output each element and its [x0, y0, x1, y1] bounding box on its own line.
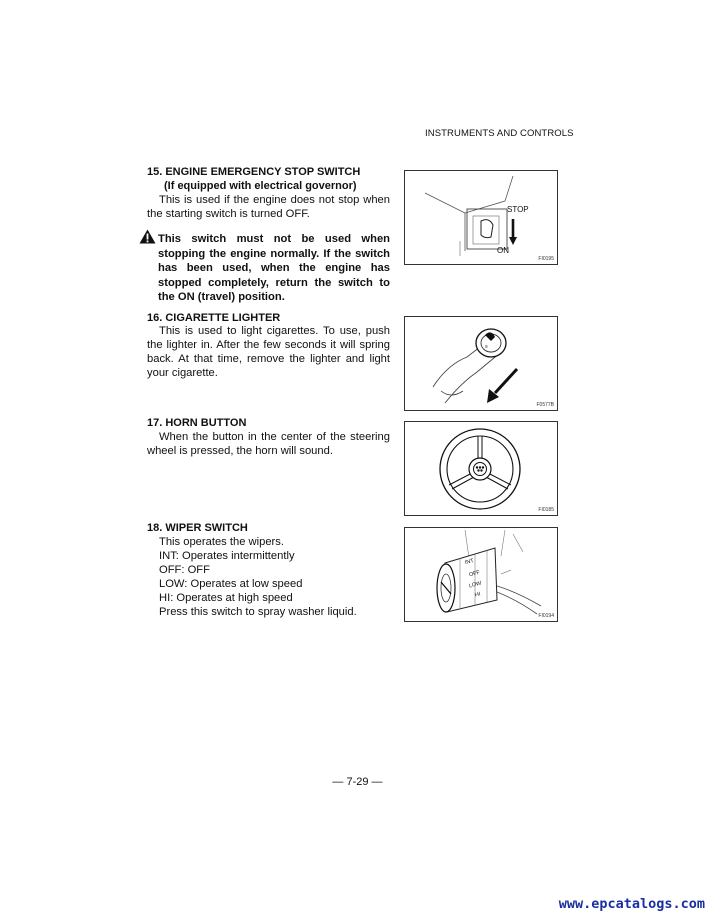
section-15-body: This is used if the engine does not stop when the starting switch is turned OFF. — [147, 194, 390, 220]
wiper-low-line: LOW: Operates at low speed — [159, 578, 303, 590]
section-15-title: 15. ENGINE EMERGENCY STOP SWITCH — [147, 166, 361, 178]
wiper-switch-figure — [404, 527, 558, 622]
figure-code: F0577B — [536, 402, 554, 408]
section-header: INSTRUMENTS AND CONTROLS — [425, 128, 574, 139]
stop-label: STOP — [507, 205, 529, 214]
section-15-warning: This switch must not be used when stopping the engine normally. If the switch has been used, when the engine has stopped completely, return the switch to the ON (travel) position. — [158, 233, 390, 303]
section-18-title: 18. WIPER SWITCH — [147, 522, 248, 534]
page-number: — 7-29 — — [332, 776, 383, 788]
wiper-low-label: LOW — [468, 580, 483, 590]
emergency-stop-switch-figure — [404, 170, 558, 265]
wiper-int-line: INT: Operates intermittently — [159, 550, 295, 562]
on-label: ON — [497, 246, 509, 255]
section-16-body: This is used to light cigarettes. To use, push the lighter in. After the few seconds it will spring back. At that time, remove the lighter and light your cigarette. — [147, 325, 390, 379]
section-15-subtitle: (If equipped with electrical governor) — [164, 180, 357, 192]
wiper-off-line: OFF: OFF — [159, 564, 210, 576]
figure-code: FI0195 — [538, 256, 554, 262]
section-16-title: 16. CIGARETTE LIGHTER — [147, 312, 281, 324]
wiper-washer-line: Press this switch to spray washer liquid. — [159, 606, 357, 618]
horn-button-figure — [404, 421, 558, 516]
figure-code: FI0185 — [538, 507, 554, 513]
wiper-off-label: OFF — [468, 569, 481, 579]
section-17-title: 17. HORN BUTTON — [147, 417, 247, 429]
section-18-list — [159, 535, 399, 619]
wiper-hi-line: HI: Operates at high speed — [159, 592, 293, 604]
wiper-line: This operates the wipers. — [159, 536, 284, 548]
svg-text:≡: ≡ — [485, 344, 488, 350]
section-17-body: When the button in the center of the steering wheel is pressed, the horn will sound. — [147, 431, 390, 457]
figure-code: FI0194 — [538, 613, 554, 619]
wiper-hi-label: HI — [474, 591, 482, 599]
watermark: www.epcatalogs.com — [558, 896, 705, 912]
cigarette-lighter-figure — [404, 316, 558, 411]
warning-icon — [139, 229, 156, 249]
wiper-int-label: INT — [464, 557, 475, 567]
